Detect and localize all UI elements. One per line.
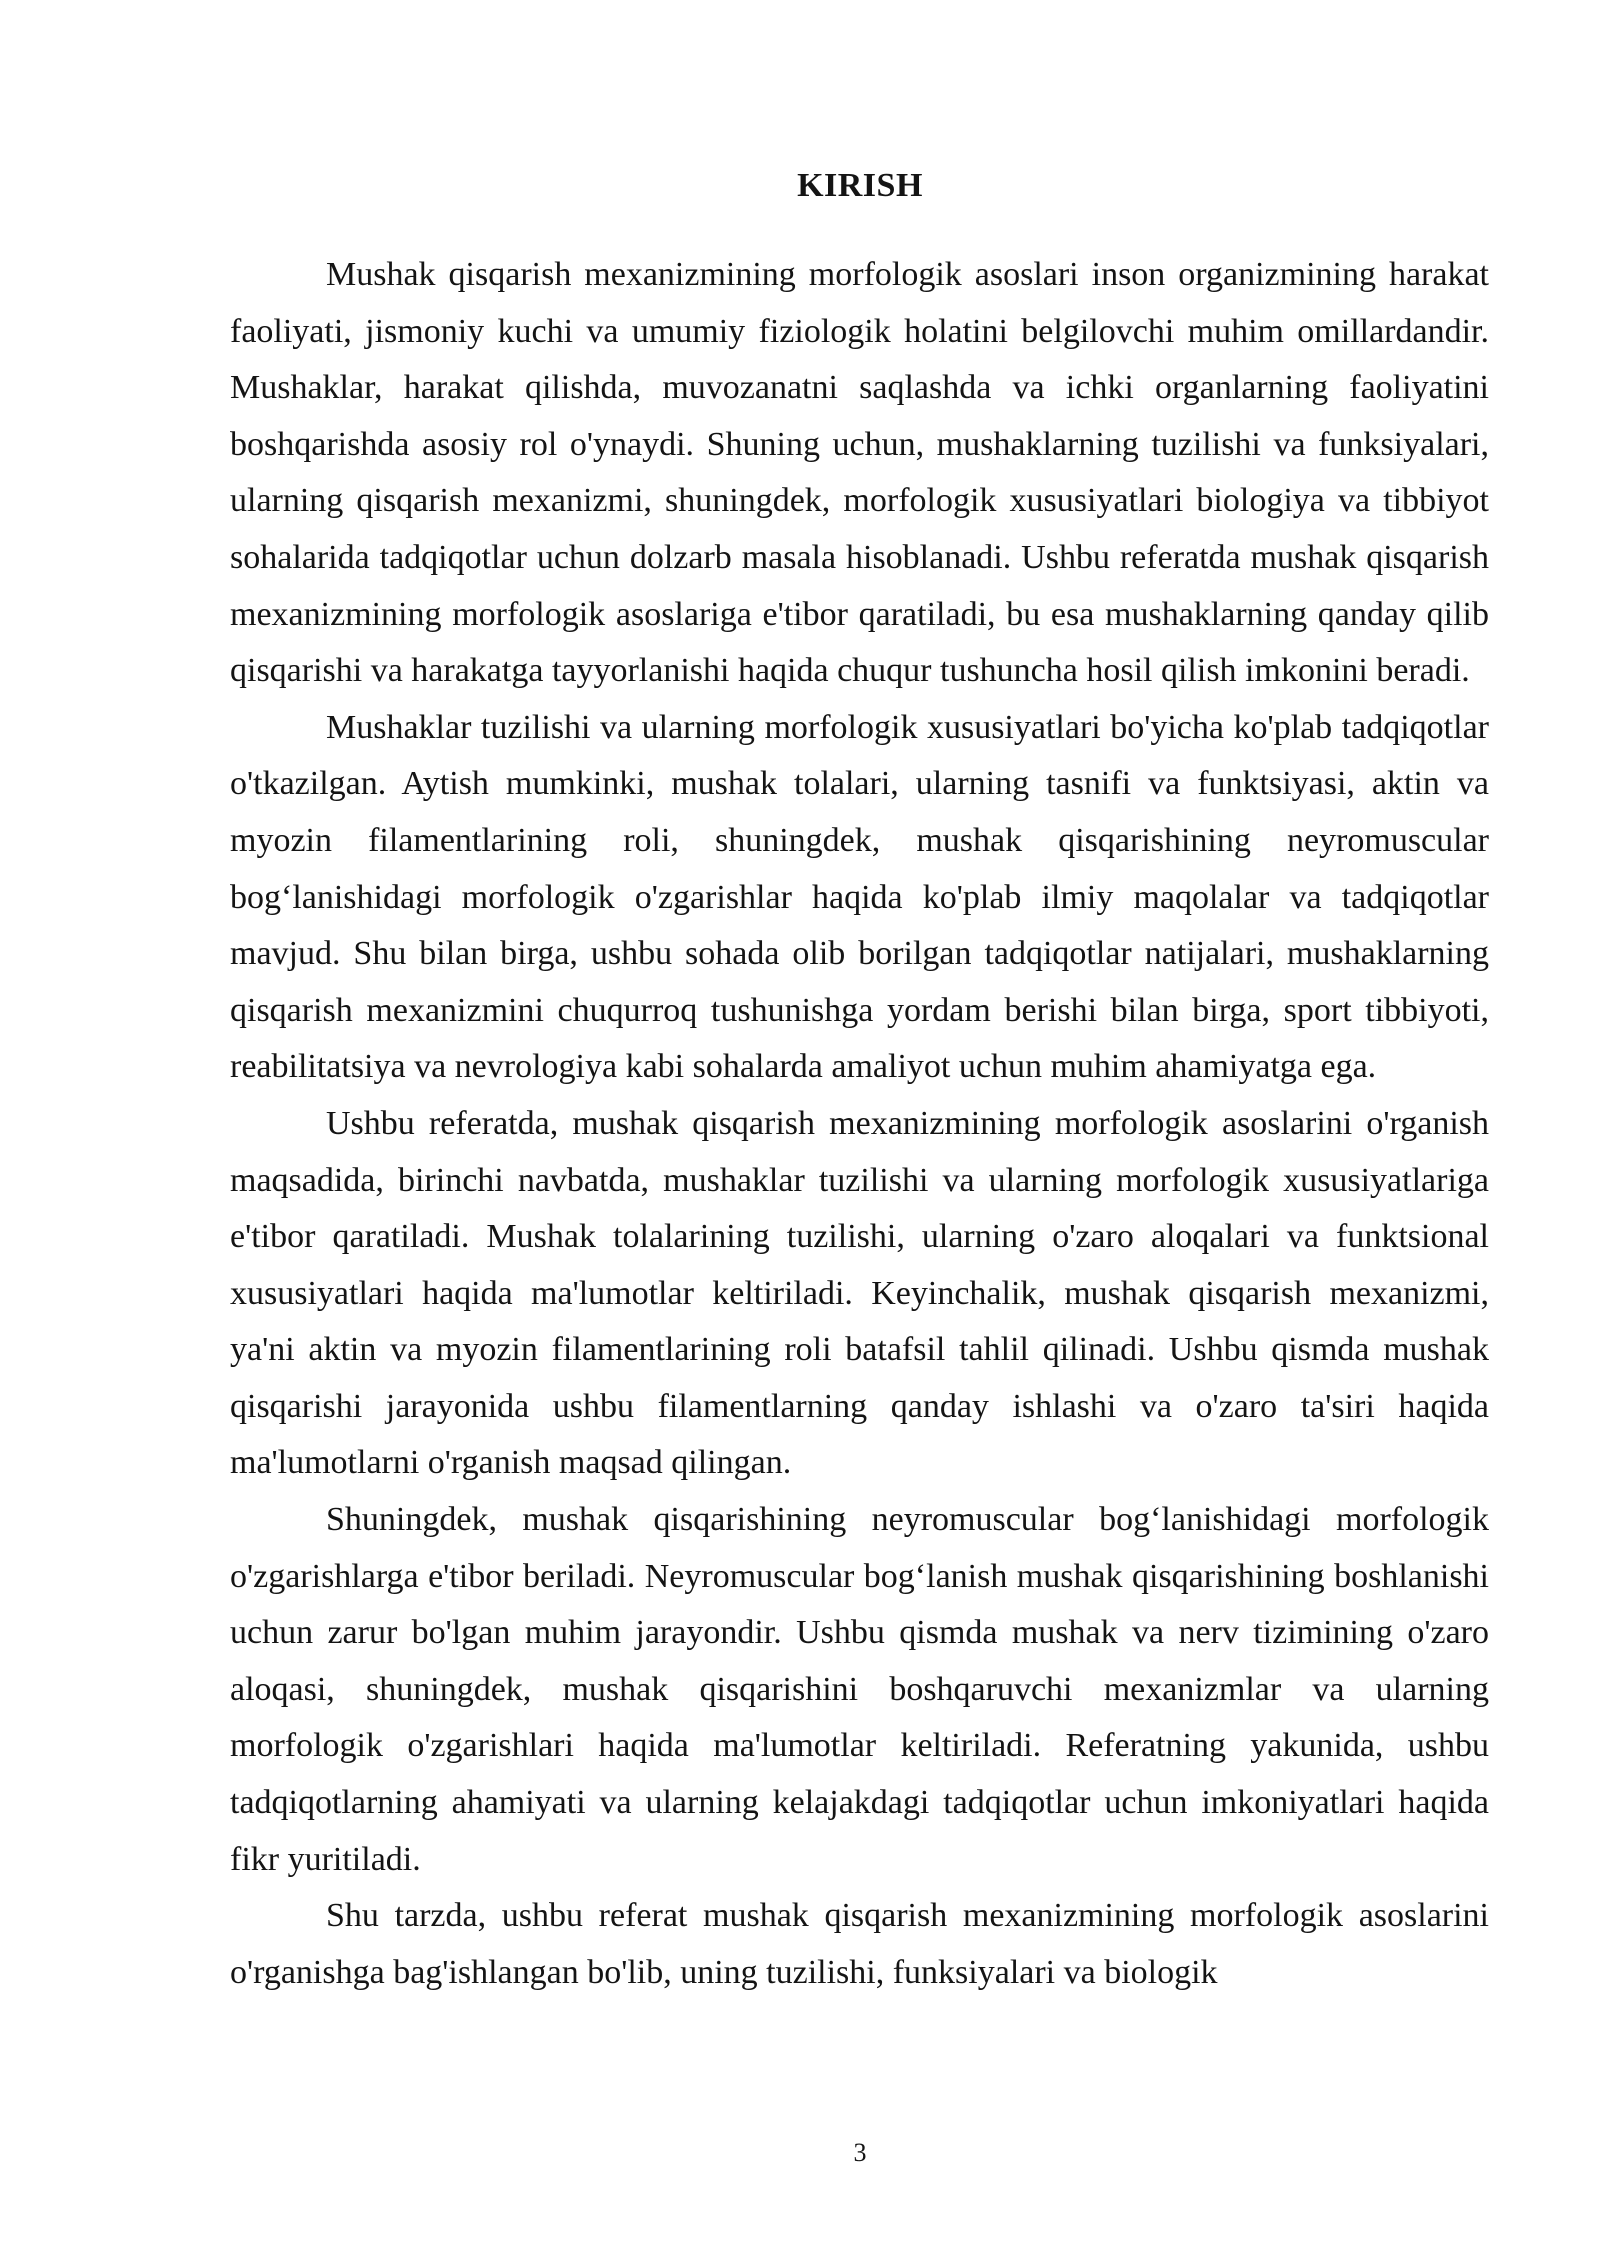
body-text: [230, 247, 1489, 2001]
paragraph-1: Mushak qisqarish mexanizmining morfologik asoslari inson organizmining harakat faoliyati, jismoniy kuchi va umumiy fiziologik holatini belgilovchi muhim omillardandir. Mushaklar, harakat qilishda, muvozanatni saqlashda va ichki organlarning faoliyatini boshqarishda asosiy rol o'ynaydi. Shuning uchun, mushaklarning tuzilishi va funksiyalari, ularning qisqarish mexanizmi, shuningdek, morfologik xususiyatlari biologiya va tibbiyot sohalarida tadqiqotlar uchun dolzarb masala hisoblanadi. Ushbu referatda mushak qisqarish mexanizmining morfologik asoslariga e'tibor qaratiladi, bu esa mushaklarning qanday qilib qisqarishi va harakatga tayyorlanishi haqida chuqur tushuncha hosil qilish imkonini beradi.: [230, 256, 1489, 690]
paragraph-3: Ushbu referatda, mushak qisqarish mexanizmining morfologik asoslarini o'rganish maqsadida, birinchi navbatda, mushaklar tuzilishi va ularning morfologik xususiyatlariga e'tibor qaratiladi. Mushak tolalarining tuzilishi, ularning o'zaro aloqalari va funktsional xususiyatlari haqida ma'lumotlar keltiriladi. Keyinchalik, mushak qisqarish mexanizmi, ya'ni aktin va myozin filamentlarining roli batafsil tahlil qilinadi. Ushbu qismda mushak qisqarishi jarayonida ushbu filamentlarning qanday ishlashi va o'zaro ta'siri haqida ma'lumotlarni o'rganish maqsad qilingan.: [230, 1104, 1489, 1482]
page-number: 3: [853, 2138, 867, 2167]
page-title: KIRISH: [797, 167, 923, 204]
paragraph-5: Shu tarzda, ushbu referat mushak qisqarish mexanizmining morfologik asoslarini o'rganishga bag'ishlangan bo'lib, uning tuzilishi, funksiyalari va biologik: [230, 1897, 1489, 1991]
paragraph-4: Shuningdek, mushak qisqarishining neyromuscular bog‘lanishidagi morfologik o'zgarishlarga e'tibor beriladi. Neyromuscular bog‘lanish mushak qisqarishining boshlanishi uchun zarur bo'lgan muhim jarayondir. Ushbu qismda mushak va nerv tizimining o'zaro aloqasi, shuningdek, mushak qisqarishini boshqaruvchi mexanizmlar va ularning morfologik o'zgarishlari haqida ma'lumotlar keltiriladi. Referatning yakunida, ushbu tadqiqotlarning ahamiyati va ularning kelajakdagi tadqiqotlar uchun imkoniyatlari haqida fikr yuritiladi.: [230, 1501, 1489, 1878]
paragraph-2: Mushaklar tuzilishi va ularning morfologik xususiyatlari bo'yicha ko'plab tadqiqotlar o'tkazilgan. Aytish mumkinki, mushak tolalari, ularning tasnifi va funktsiyasi, aktin va myozin filamentlarining roli, shuningdek, mushak qisqarishining neyromuscular bog‘lanishidagi morfologik o'zgarishlar haqida ko'plab ilmiy maqolalar va tadqiqotlar mavjud. Shu bilan birga, ushbu sohada olib borilgan tadqiqotlar natijalari, mushaklarning qisqarish mexanizmini chuqurroq tushunishga yordam berishi bilan birga, sport tibbiyoti, reabilitatsiya va nevrologiya kabi sohalarda amaliyot uchun muhim ahamiyatga ega.: [230, 708, 1489, 1086]
